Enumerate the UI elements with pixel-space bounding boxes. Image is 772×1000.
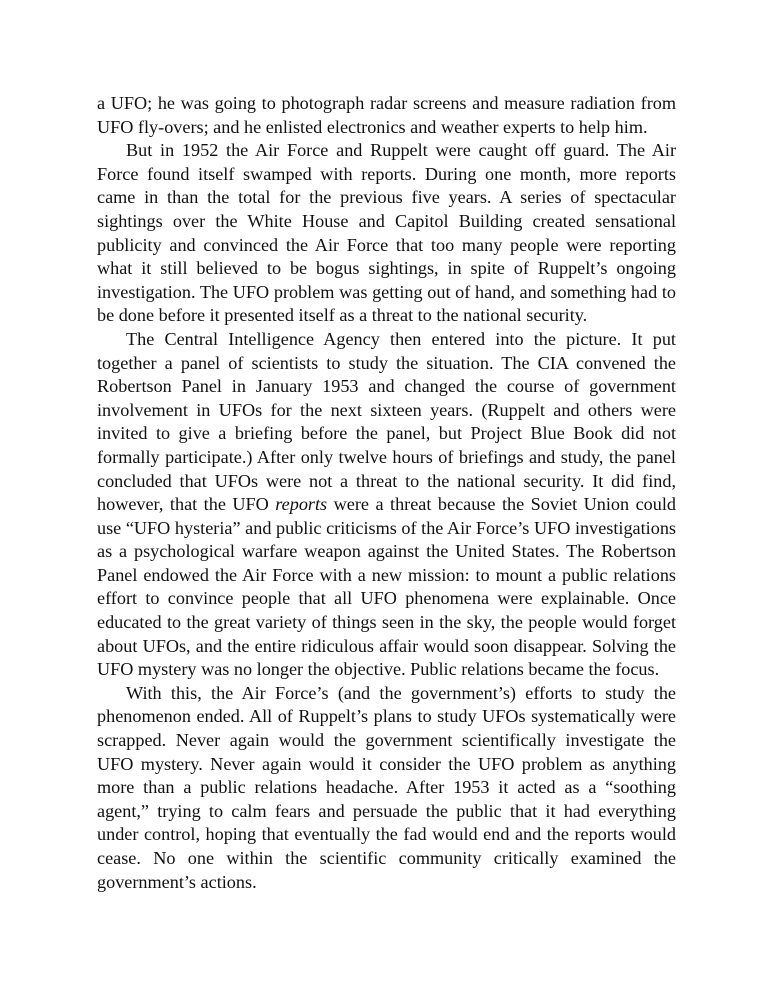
paragraph-3-text-after-italic: were a threat because the Soviet Union could use “UFO hysteria” and public criticisms of the Air Force’s UFO investigations as a psychological warfare weapon against the United States. The Robertson Panel endowed the Air Force with a new mission: to mount a public relations effort to convince people that all UFO phenomena were explainable. Once educated to the great variety of things seen in the sky, the people would forget about UFOs, and the entire ridiculous affair would soon disappear. Solving the UFO mystery was no longer the objective. Public relations became the focus. xyxy=(97,494,676,680)
paragraph-1-text: a UFO; he was going to photograph radar screens and measure radiation from UFO fly-overs; and he enlisted electronics and weather experts to help him. xyxy=(97,93,676,137)
paragraph-2-text: But in 1952 the Air Force and Ruppelt were caught off guard. The Air Force found itself swamped with reports. During one month, more reports came in than the total for the previous five years. A series of spectacular sightings over the White House and Capitol Building created sensational publicity and convinced the Air Force that too many people were reporting what it still believed to be bogus sightings, in spite of Ruppelt’s ongoing investigation. The UFO problem was getting out of hand, and something had to be done before it presented itself as a threat to the national security. xyxy=(97,140,676,326)
paragraph-3 xyxy=(97,328,676,682)
paragraph-1 xyxy=(97,92,676,139)
paragraph-4-text: With this, the Air Force’s (and the government’s) efforts to study the phenomenon ended. All of Ruppelt’s plans to study UFOs systematically were scrapped. Never again would the government scientifically investigate the UFO mystery. Never again would it consider the UFO problem as anything more than a public relations headache. After 1953 it acted as a “soothing agent,” trying to calm fears and persuade the public that it had everything under control, hoping that eventually the fad would end and the reports would cease. No one within the scientific community critically examined the government’s actions. xyxy=(97,682,676,892)
paragraph-4 xyxy=(97,682,676,894)
paragraph-3-text-before-italic: The Central Intelligence Agency then entered into the picture. It put together a panel of scientists to study the situation. The CIA convened the Robertson Panel in January 1953 and changed the course of government involvement in UFOs for the next sixteen years. (Ruppelt and others were invited to give a briefing before the panel, but Project Blue Book did not formally participate.) After only twelve hours of briefings and study, the panel concluded that UFOs were not a threat to the national security. It did find, however, that the UFO xyxy=(97,328,676,515)
paragraph-3-italic-word: reports xyxy=(275,494,328,515)
document-page xyxy=(97,92,676,894)
paragraph-2 xyxy=(97,139,676,328)
